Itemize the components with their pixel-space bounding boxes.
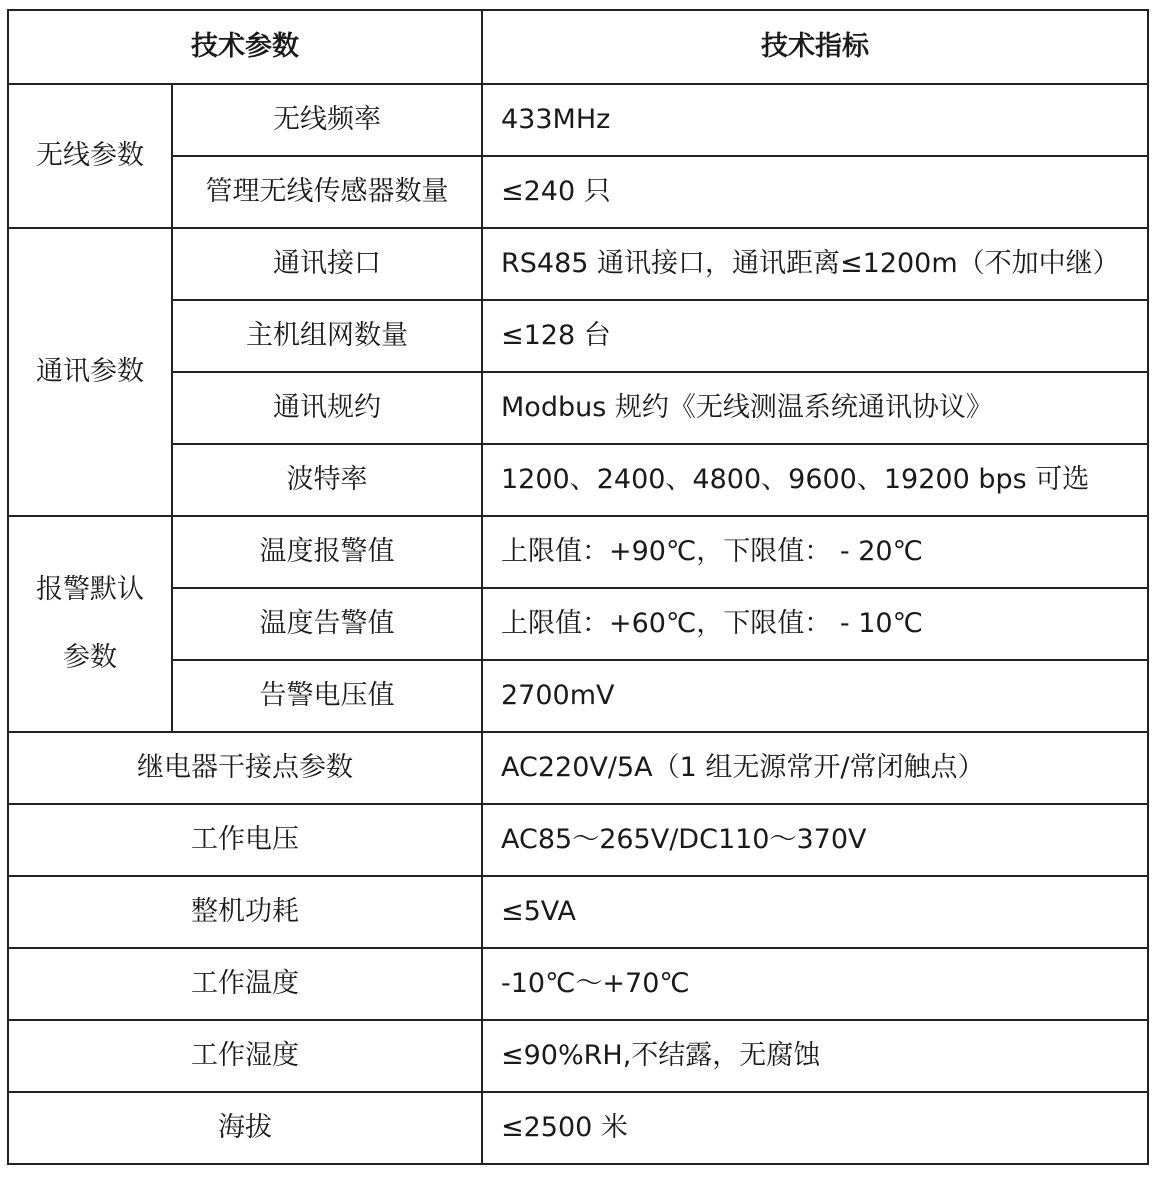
table-row <box>8 372 1148 444</box>
value-cell: -10℃～+70℃ <box>482 948 1148 1020</box>
value-cell: 上限值：+60℃，下限值： - 10℃ <box>482 588 1148 660</box>
table-row <box>8 1092 1148 1164</box>
value-cell: ≤128 台 <box>482 300 1148 372</box>
value-cell: 1200、2400、4800、9600、19200 bps 可选 <box>482 444 1148 516</box>
table-row <box>8 84 1148 156</box>
table-row <box>8 660 1148 732</box>
table-row <box>8 804 1148 876</box>
value-cell: AC220V/5A（1 组无源常开/常闭触点） <box>482 732 1148 804</box>
param-cell: 海拔 <box>8 1092 482 1164</box>
param-cell: 工作温度 <box>8 948 482 1020</box>
param-cell: 温度报警值 <box>172 516 482 588</box>
value-cell: Modbus 规约《无线测温系统通讯协议》 <box>482 372 1148 444</box>
header-index: 技术指标 <box>482 10 1148 84</box>
param-cell: 主机组网数量 <box>172 300 482 372</box>
value-cell: AC85～265V/DC110～370V <box>482 804 1148 876</box>
value-cell: ≤5VA <box>482 876 1148 948</box>
param-cell: 通讯接口 <box>172 228 482 300</box>
table-row <box>8 1020 1148 1092</box>
header-param: 技术参数 <box>8 10 482 84</box>
table-row <box>8 300 1148 372</box>
group-title-line: 报警默认 <box>36 574 144 605</box>
param-cell: 告警电压值 <box>172 660 482 732</box>
table-row <box>8 156 1148 228</box>
group-title-line: 参数 <box>63 642 117 673</box>
param-cell: 工作湿度 <box>8 1020 482 1092</box>
value-cell: ≤2500 米 <box>482 1092 1148 1164</box>
param-cell: 继电器干接点参数 <box>8 732 482 804</box>
table-row <box>8 876 1148 948</box>
param-cell: 整机功耗 <box>8 876 482 948</box>
param-cell: 通讯规约 <box>172 372 482 444</box>
table-row <box>8 948 1148 1020</box>
table-row <box>8 588 1148 660</box>
value-cell: 433MHz <box>482 84 1148 156</box>
group-wireless: 无线参数 <box>8 84 172 228</box>
value-cell: ≤90%RH,不结露，无腐蚀 <box>482 1020 1148 1092</box>
param-cell: 管理无线传感器数量 <box>172 156 482 228</box>
table-row <box>8 228 1148 300</box>
param-cell: 温度告警值 <box>172 588 482 660</box>
table-row <box>8 732 1148 804</box>
group-communication: 通讯参数 <box>8 228 172 516</box>
table-row <box>8 444 1148 516</box>
param-cell: 波特率 <box>172 444 482 516</box>
value-cell: RS485 通讯接口，通讯距离≤1200m（不加中继） <box>482 228 1148 300</box>
param-cell: 工作电压 <box>8 804 482 876</box>
group-alarm-defaults <box>8 516 172 732</box>
value-cell: 上限值：+90℃，下限值： - 20℃ <box>482 516 1148 588</box>
value-cell: ≤240 只 <box>482 156 1148 228</box>
table-row <box>8 516 1148 588</box>
spec-table <box>7 9 1149 1165</box>
value-cell: 2700mV <box>482 660 1148 732</box>
header-row <box>8 10 1148 84</box>
param-cell: 无线频率 <box>172 84 482 156</box>
